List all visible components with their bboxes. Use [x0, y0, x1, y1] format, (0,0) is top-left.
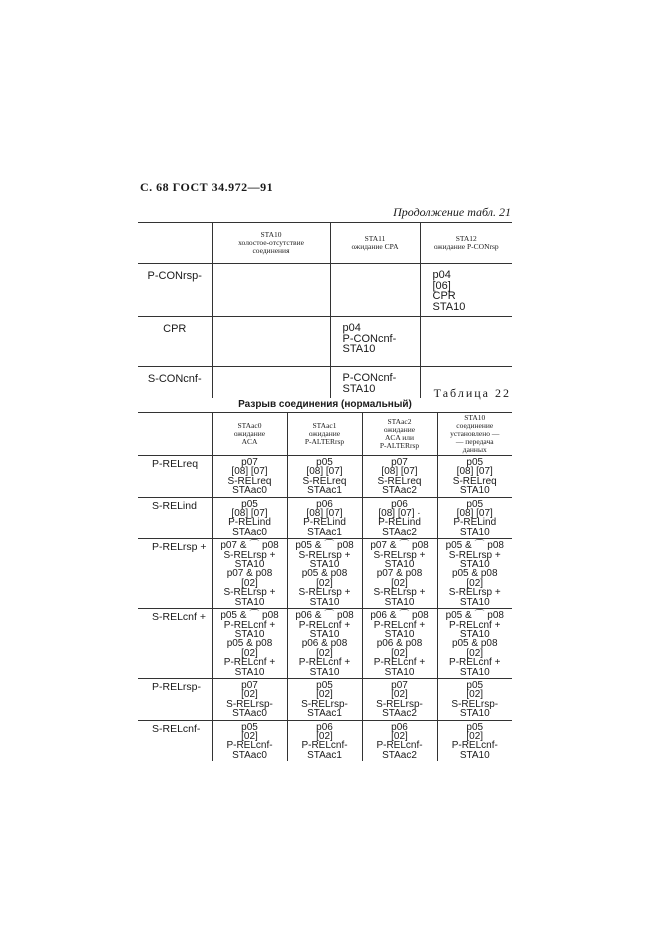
cell-line: p07 & ⌒ p08 [220, 540, 279, 552]
table-cell [362, 678, 437, 720]
table-21 [138, 222, 512, 398]
row-label: P-RELreq [138, 456, 212, 498]
cell-line: p06 [391, 498, 408, 510]
table-row [138, 456, 512, 498]
cell-line: S-RELreq [302, 475, 347, 487]
cell-line: [02] [241, 577, 258, 589]
cell-line: p05 [466, 457, 484, 468]
cell-line: S-RELrsp- [376, 698, 423, 710]
table-cell [420, 317, 512, 367]
cell-line: P-RELcnf- [376, 740, 423, 752]
cell-line: P-RELcnf- [301, 740, 348, 752]
cell-line: P-RELcnf- [226, 740, 273, 752]
table-cell [362, 539, 437, 609]
cell-line: S-RELreq [227, 475, 272, 487]
cell-line: p06 & ⌒ p08 [295, 610, 354, 622]
cell-line: STA10 [234, 666, 265, 678]
cell-line: STA10 [309, 596, 340, 608]
cell-line: S-RELrsp- [226, 698, 273, 710]
cell-line: STA10 [384, 628, 415, 640]
cell-line: S-RELrsp- [451, 698, 499, 710]
cell-line: ожидание CPA [351, 242, 399, 251]
cell-line: холостое-отсутствие [238, 238, 304, 247]
table-cell [362, 456, 437, 498]
continuation-caption: Продолжение табл. 21 [393, 205, 511, 219]
table-row [138, 497, 512, 539]
table-cell [330, 317, 420, 367]
cell-line: P-RELind [228, 517, 271, 529]
table-cell [362, 720, 437, 761]
cell-line: STA10 [459, 596, 490, 608]
table-row [138, 539, 512, 609]
cell-line: STA10 [464, 413, 486, 422]
cell-line: соединения [252, 246, 290, 255]
cell-line: STA10 [309, 628, 340, 640]
cell-line: ACA [241, 437, 258, 446]
cell-line: STAac2 [387, 417, 412, 426]
cell-line: STAac0 [232, 708, 267, 720]
cell-line: — передача [455, 437, 494, 446]
cell-line: [08] [07] [456, 466, 493, 478]
cell-line: p05 & ⌒ p08 [295, 540, 354, 552]
table-cell [437, 720, 512, 761]
table-cell [287, 497, 362, 539]
cell-line: STAac2 [382, 526, 417, 538]
table-cell [362, 497, 437, 539]
cell-line: [02] [241, 689, 258, 701]
cell-line: [02] [316, 730, 333, 742]
cell-line: [02] [316, 647, 333, 659]
cell-line: STA10 [459, 666, 490, 678]
cell-line: STA10 [384, 559, 415, 571]
cell-line: STA10 [260, 230, 282, 239]
cell-line: p06 [391, 721, 408, 733]
cell-line: ожидание [233, 429, 266, 438]
cell-line: [02] [466, 647, 484, 659]
table-cell [212, 456, 287, 498]
table22-caption: Таблица 22 [433, 386, 511, 400]
cell-line: STA10 [384, 666, 415, 678]
cell-line: p06 & p08 [376, 638, 423, 650]
cell-line: P-RELcnf + [449, 657, 501, 669]
cell-line: p07 [241, 679, 258, 691]
cell-line: STAac1 [307, 708, 342, 720]
cell-line: [02] [466, 577, 484, 589]
cell-line: p04 [432, 269, 451, 281]
cell-line: p05 & p08 [301, 568, 348, 580]
cell-line: [02] [316, 577, 333, 589]
table-cell [437, 456, 512, 498]
cell-line: соединение [456, 421, 494, 430]
cell-line: [08] [07] [231, 466, 268, 478]
cell-line: S-RELrsp + [373, 549, 426, 561]
cell-line: STA10 [234, 596, 265, 608]
cell-line: S-RELreq [377, 475, 422, 487]
cell-line: p05 & ⌒ p08 [445, 610, 504, 622]
cell-line: STA10 [459, 708, 490, 720]
row-label: S-RELcnf + [138, 609, 212, 679]
cell-line: ожидание P-CONrsp [433, 242, 499, 251]
cell-line: p06 & p08 [301, 638, 348, 650]
cell-line: P-RELcnf + [373, 619, 426, 631]
table-cell [420, 264, 512, 317]
page-header: С. 68 ГОСТ 34.972—91 [140, 180, 274, 194]
table21-header-cell [212, 223, 330, 264]
table-cell [437, 497, 512, 539]
cell-line: ожидание [383, 425, 416, 434]
cell-line: P-ALTERrsp [379, 441, 420, 450]
cell-line: STA10 [384, 596, 415, 608]
cell-line: S-RELrsp + [223, 549, 276, 561]
cell-line: p07 & ⌒ p08 [370, 540, 429, 552]
cell-line: [02] [466, 730, 484, 742]
cell-line: STA10 [459, 628, 490, 640]
cell-line: p05 & ⌒ p08 [445, 540, 504, 552]
cell-line: p04 [342, 322, 361, 334]
cell-line: [08] [07] [306, 466, 343, 478]
cell-line: STA10 [309, 559, 340, 571]
cell-line: [02] [391, 647, 408, 659]
cell-line: p06 [316, 498, 333, 510]
cell-line: p05 & ⌒ p08 [220, 610, 279, 622]
row-label: S-RELcnf- [152, 722, 201, 735]
cell-line: P-CONcnf- [342, 372, 397, 384]
table-cell [212, 720, 287, 761]
table-cell [437, 609, 512, 679]
table22-header-row [138, 413, 512, 456]
table22-header-corner [138, 413, 212, 456]
cell-line: p05 [316, 457, 333, 468]
cell-line: p06 & ⌒ p08 [370, 610, 429, 622]
row-label: P-CONrsp- [138, 264, 212, 317]
table-cell [212, 609, 287, 679]
table21-header-cell [330, 223, 420, 264]
cell-line: [02] [391, 689, 408, 701]
table21-header-cell [420, 223, 512, 264]
cell-line: [02] [391, 577, 408, 589]
cell-line: S-RELrsp + [298, 549, 351, 561]
cell-line: p05 [316, 679, 333, 691]
table-row [138, 678, 512, 720]
row-label: S-RELind [138, 497, 212, 539]
table22-header-cell [362, 413, 437, 456]
table-cell [287, 456, 362, 498]
table-cell [287, 609, 362, 679]
cell-line: данных [462, 445, 487, 454]
table-row [138, 317, 512, 367]
cell-line: STA10 [234, 559, 265, 571]
cell-line: [06] [432, 279, 451, 292]
cell-line: [02] [391, 730, 408, 742]
cell-line: P-RELcnf + [223, 619, 276, 631]
row-label: P-RELrsp- [138, 678, 212, 720]
cell-line: P-RELind [453, 517, 497, 529]
row-label: P-RELrsp + [138, 539, 212, 609]
cell-line: P-RELcnf + [298, 657, 351, 669]
table21-header-corner [138, 223, 212, 264]
row-label: S-CONcnf- [147, 373, 202, 385]
cell-line: STA10 [432, 300, 466, 313]
cell-line: p05 [466, 721, 484, 733]
cell-line: [08] [07] · [378, 508, 421, 520]
cell-line: P-RELcnf + [298, 619, 351, 631]
cell-line: S-RELreq [452, 475, 497, 487]
table-cell [330, 264, 420, 317]
cell-line: STAac1 [307, 526, 342, 538]
cell-line: [08] [07] [306, 508, 343, 520]
cell-line: STA10 [459, 749, 490, 761]
cell-line: [02] [241, 647, 258, 659]
cell-line: STAac0 [232, 526, 267, 538]
cell-line: p05 [466, 498, 484, 510]
table22-header-cell [212, 413, 287, 456]
cell-line: [08] [07] [456, 508, 493, 520]
cell-line: [08] [07] [381, 466, 418, 478]
table-row [138, 264, 512, 317]
cell-line: p07 [391, 679, 408, 691]
table-cell [212, 678, 287, 720]
cell-line: STA10 [459, 559, 490, 571]
cell-line: S-RELrsp + [298, 587, 351, 599]
cell-line: ACA или [384, 433, 415, 442]
cell-line: p05 [241, 721, 258, 733]
cell-line: P-RELcnf + [373, 657, 426, 669]
cell-line: S-RELrsp + [448, 587, 501, 599]
cell-line: p07 & p08 [376, 568, 423, 580]
cell-line: [02] [466, 689, 484, 701]
cell-line: STA10 [234, 628, 265, 640]
table-row [138, 720, 512, 761]
cell-line: [02] [316, 689, 333, 701]
cell-line: p07 [391, 457, 408, 468]
table22-header-cell [437, 413, 512, 456]
cell-line: P-RELcnf- [451, 740, 498, 752]
cell-line: P-RELcnf + [449, 619, 501, 631]
cell-line: S-RELrsp + [448, 549, 501, 561]
cell-line: STAac1 [312, 421, 337, 430]
table-cell [437, 539, 512, 609]
cell-line: P-RELind [303, 517, 346, 529]
table22-title: Разрыв соединения (нормальный) [238, 399, 412, 410]
cell-line: STA11 [364, 234, 386, 243]
cell-line: STA12 [455, 234, 477, 243]
cell-line: STA10 [459, 526, 490, 538]
cell-line: p05 & p08 [226, 638, 273, 650]
table-cell [362, 609, 437, 679]
table-cell [287, 539, 362, 609]
cell-line: STA10 [342, 382, 376, 395]
table22-header-cell [287, 413, 362, 456]
cell-line: STAac2 [382, 485, 417, 497]
table-22 [138, 412, 512, 761]
cell-line: [08] [07] [231, 508, 268, 520]
cell-line: p06 [316, 721, 333, 733]
table-cell [212, 367, 330, 399]
table-cell [212, 497, 287, 539]
cell-line: установлено — [450, 429, 500, 438]
cell-line: p05 [466, 679, 484, 691]
table-cell [287, 720, 362, 761]
cell-line: STA10 [309, 666, 340, 678]
cell-line: ожидание [308, 429, 341, 438]
cell-line: P-CONcnf- [342, 332, 397, 345]
table-cell [437, 678, 512, 720]
table21-header-row [138, 223, 512, 264]
table-cell [330, 367, 420, 399]
cell-line: STA10 [342, 343, 376, 355]
table-cell [212, 264, 330, 317]
cell-line: P-ALTERrsp [304, 437, 345, 446]
cell-line: P-RELcnf + [223, 657, 276, 669]
cell-line: STAac1 [307, 749, 342, 761]
cell-line: STAac2 [382, 749, 417, 761]
cell-line: p07 [241, 457, 258, 468]
cell-line: P-RELind [378, 517, 421, 529]
cell-line: S-RELrsp + [373, 587, 426, 599]
cell-line: [02] [241, 730, 258, 742]
cell-line: CPR [432, 290, 456, 302]
cell-line: p05 & p08 [451, 568, 498, 580]
row-label: CPR [138, 317, 212, 367]
cell-line: S-RELrsp + [223, 587, 276, 599]
cell-line: STAac0 [237, 421, 262, 430]
cell-line: S-RELrsp- [301, 698, 348, 710]
cell-line: STAac0 [232, 485, 267, 497]
table-row [138, 609, 512, 679]
cell-line: STAac1 [307, 485, 342, 497]
cell-line: STAac0 [232, 749, 267, 761]
table-cell [212, 539, 287, 609]
cell-line: p05 [241, 498, 258, 510]
table-cell [287, 678, 362, 720]
cell-line: STAac2 [382, 708, 417, 720]
cell-line: p05 & p08 [451, 638, 498, 650]
cell-line: p07 & p08 [226, 568, 273, 580]
table-cell [212, 317, 330, 367]
cell-line: STA10 [459, 485, 490, 497]
